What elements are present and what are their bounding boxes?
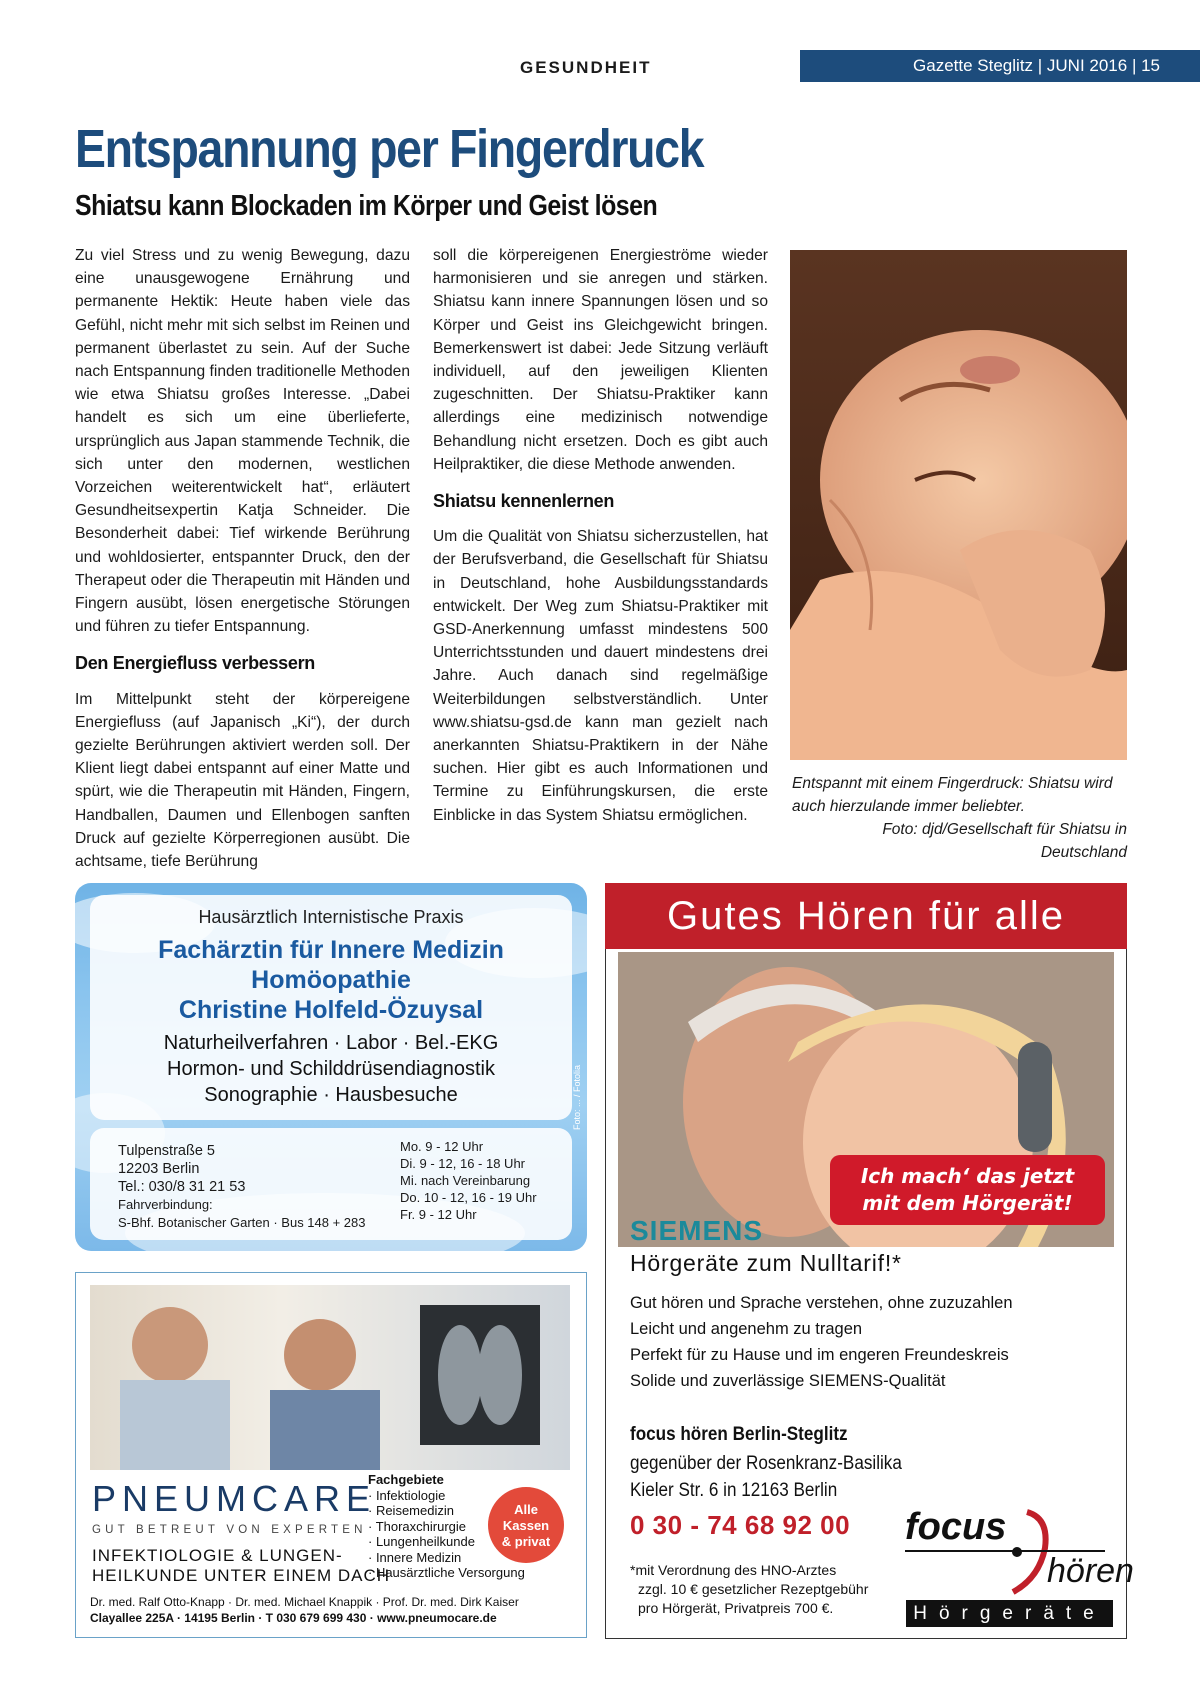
benefit-item: Leicht und angenehm zu tragen	[630, 1320, 863, 1338]
specialty-2: Homöopathie	[251, 966, 411, 994]
section-heading: Shiatsu kennenlernen	[433, 491, 615, 512]
services-line: Naturheilverfahren · Labor · Bel.-EKG	[163, 1032, 499, 1054]
footnote-line: zzgl. 10 € gesetzlicher Rezeptgebühr	[638, 1581, 869, 1597]
speech-bubble	[830, 1155, 1105, 1225]
article-column-1	[75, 244, 410, 873]
logo-rule	[905, 1550, 1105, 1552]
section-label: GESUNDHEIT	[520, 58, 652, 77]
pneumocare-subtitle	[92, 1546, 390, 1586]
subtitle-line: INFEKTIOLOGIE & LUNGEN-	[92, 1546, 343, 1565]
hoergeraete-label: Hörgeräte	[906, 1600, 1113, 1627]
specialty-item: · Innere Medizin	[368, 1549, 462, 1565]
footnote	[630, 1561, 868, 1618]
siemens-logo: SIEMENS	[630, 1215, 764, 1246]
pneumocare-logo	[92, 1478, 376, 1520]
paragraph: soll die körpereigenen Energieströme wieder harmonisieren und sie anregen und stärken. Shiatsu kann innere Spannungen lösen und so Körper und Geist ins Gleichgewicht bringen. Bemerkenswert ist dabei: Jede Sitzung verläuft individuell, auf den jeweiligen Klienten zugeschnitten. Der Shiatsu-Praktiker kann allerdings eine medizinisch notwendige Behandlung nicht ersetzen. Doch es gibt auch Heilpraktiker, die diese Methode anwenden.	[433, 247, 768, 473]
hearing-ad-headline: Gutes Hören für alle	[605, 883, 1127, 949]
article-title: Entspannung per Fingerdruck	[75, 119, 704, 179]
logo-part: hören	[1047, 1552, 1134, 1590]
address-line: Clayallee 225A · 14195 Berlin · T 030 679 699 430 · www.pneumocare.de	[90, 1611, 497, 1625]
specialty-item: · Hausärztliche Versorgung	[368, 1565, 525, 1580]
hours-row: Mo. 9 - 12 Uhr	[400, 1139, 484, 1154]
section-heading: Den Energiefluss verbessern	[75, 653, 316, 674]
bubble-line: mit dem Hörgerät!	[862, 1191, 1073, 1215]
offer-headline: Hörgeräte zum Nulltarif!*	[630, 1250, 902, 1276]
hours-row: Mi. nach Vereinbarung	[400, 1173, 531, 1188]
specialty-item: · Lungenheilkunde	[368, 1534, 475, 1549]
benefit-item: Perfekt für zu Hause und im engeren Freundeskreis	[630, 1346, 1009, 1364]
specialty-item: · Reisemedizin	[368, 1503, 454, 1518]
specialties-title: Fachgebiete	[368, 1472, 444, 1487]
focus-hoeren-logo	[905, 1506, 1134, 1606]
transit-label: Fahrverbindung:	[118, 1197, 213, 1212]
transit: S-Bhf. Botanischer Garten · Bus 148 + 283	[118, 1215, 366, 1230]
pneumocare-footer	[90, 1594, 570, 1626]
practice-type: Hausärztlich Internistische Praxis	[198, 907, 464, 927]
doctors-line: Dr. med. Ralf Otto-Knapp · Dr. med. Michael Knappik · Prof. Dr. med. Dirk Kaiser	[90, 1595, 519, 1609]
subtitle-line: HEILKUNDE UNTER EINEM DACH	[92, 1566, 391, 1585]
bubble-line: Ich mach‘ das jetzt	[860, 1164, 1075, 1188]
address-line: gegenüber der Rosenkranz-Basilika	[630, 1453, 902, 1474]
hours-row: Di. 9 - 12, 16 - 18 Uhr	[400, 1156, 525, 1171]
caption-text: Entspannt mit einem Fingerdruck: Shiatsu wird auch hierzulande immer beliebter.	[792, 775, 1113, 815]
insurance-badge	[488, 1487, 564, 1563]
photo-credit: Foto: djd/Gesellschaft für Shiatsu in Deutschland	[882, 821, 1127, 861]
benefit-item: Gut hören und Sprache verstehen, ohne zuzuzahlen	[630, 1294, 1013, 1312]
badge-line: Alle	[514, 1502, 538, 1517]
image-credit: Foto: ... / Fotolia	[572, 1064, 582, 1130]
article-subtitle: Shiatsu kann Blockaden im Körper und Geist lösen	[75, 190, 658, 222]
specialty-item: · Infektiologie	[368, 1487, 446, 1503]
services	[90, 1030, 572, 1108]
doctor-name: Christine Holfeld-Özuysal	[178, 996, 484, 1024]
paragraph: Zu viel Stress und zu wenig Bewegung, dazu eine unausgewogene Ernährung und permanente Hektik: Heute haben viele das Gefühl, nicht mehr mit sich selbst im Reinen und permanent überlastet zu sein. Auf der Suche nach Entspannung finden traditionelle Methoden wie etwa Shiatsu großes Interesse. „Dabei handelt es sich um eine überlieferte, ursprünglich aus Japan stammende Technik, die sich unter den modernen, westlichen Vorzeichen weiterentwickelt hat“, erläutert Gesundheitsexpertin Katja Schneider. Die Besonderheit dabei: Tief wirkende Berührung und wohldosierter, entspannter Druck, den der Therapeut oder die Therapeutin mit Händen und Fingern ausübt, lösen energetische Störungen und führen zu tiefer Entspannung.	[75, 247, 410, 636]
doctors-xray-illustration	[90, 1285, 570, 1470]
services-line: Hormon- und Schilddrüsendiagnostik	[167, 1058, 495, 1080]
doctors-xray-photo	[90, 1285, 570, 1470]
street: Tulpenstraße 5	[118, 1143, 215, 1159]
shiatsu-photo-illustration	[790, 250, 1127, 760]
pneumocare-tagline: GUT BETREUT VON EXPERTEN	[92, 1524, 367, 1536]
address-line: Kieler Str. 6 in 12163 Berlin	[630, 1480, 838, 1501]
specialty: Fachärztin für Innere Medizin	[158, 936, 504, 964]
page-info-bar: Gazette Steglitz | JUNI 2016 | 15	[800, 50, 1200, 82]
city: 12203 Berlin	[118, 1161, 200, 1177]
doctor-ad-main	[90, 895, 572, 1120]
footnote-line: pro Hörgerät, Privatpreis 700 €.	[638, 1600, 834, 1616]
benefits-list	[630, 1290, 1013, 1394]
ear-icon	[1005, 1508, 1051, 1596]
paragraph: Im Mittelpunkt steht der körpereigene Energiefluss (auf Japanisch „Ki“), der durch gezielte Berührungen aktiviert werden soll. Der Klient liegt dabei entspannt auf einer Matte und spürt, wie die Therapeutin mit Händen, Fingern, Handballen, Daumen und Ellenbogen sanften Druck auf gezielte Körperregionen ausübt. Die achtsame, tiefe Berührung	[75, 690, 410, 871]
store-name: focus hören Berlin-Steglitz	[630, 1424, 848, 1445]
logo-part: focus	[905, 1506, 1007, 1548]
logo-part: CARE	[252, 1478, 377, 1519]
store-phone: 0 30 - 74 68 92 00	[630, 1510, 851, 1540]
address-block	[118, 1142, 366, 1232]
article-column-2	[433, 244, 768, 827]
badge-line: Kassen	[502, 1518, 550, 1533]
doctor-title	[90, 935, 572, 1025]
logo-part: PNEUM	[92, 1478, 253, 1519]
opening-hours	[400, 1138, 537, 1223]
hours-row: Do. 10 - 12, 16 - 19 Uhr	[400, 1190, 537, 1205]
hours-row: Fr. 9 - 12 Uhr	[400, 1207, 477, 1222]
phone: Tel.: 030/8 31 21 53	[118, 1179, 246, 1195]
footnote-line: *mit Verordnung des HNO-Arztes	[630, 1562, 837, 1578]
paragraph: Um die Qualität von Shiatsu sicherzustellen, hat der Berufsverband, die Gesellschaft für Shiatsu in Deutschland, hohe Ausbildungsstandards entwickelt. Der Weg zum Shiatsu-Praktiker mit GSD-Anerkennung umfasst mindestens 500 Unterrichtsstunden und dauert mindestens drei Jahre. Auch danach sind regelmäßige Weiterbildungen selbstverständlich. Unter www.shiatsu-gsd.de kann man gezielt nach anerkannten Shiatsu-Praktikern in der Nähe suchen. Hier gibt es auch Informationen und Termine zu Einführungskursen, die erste Einblicke in das System Shiatsu ermöglichen.	[433, 528, 768, 824]
services-line: Sonographie · Hausbesuche	[204, 1084, 458, 1106]
store-address	[630, 1450, 902, 1504]
specialty-item: · Thoraxchirurgie	[368, 1518, 467, 1534]
badge-line: & privat	[501, 1534, 551, 1549]
photo-caption	[792, 772, 1127, 864]
shiatsu-photo	[790, 250, 1127, 760]
benefit-item: Solide und zuverlässige SIEMENS-Qualität	[630, 1372, 946, 1390]
doctor-ad-contact	[90, 1128, 572, 1240]
